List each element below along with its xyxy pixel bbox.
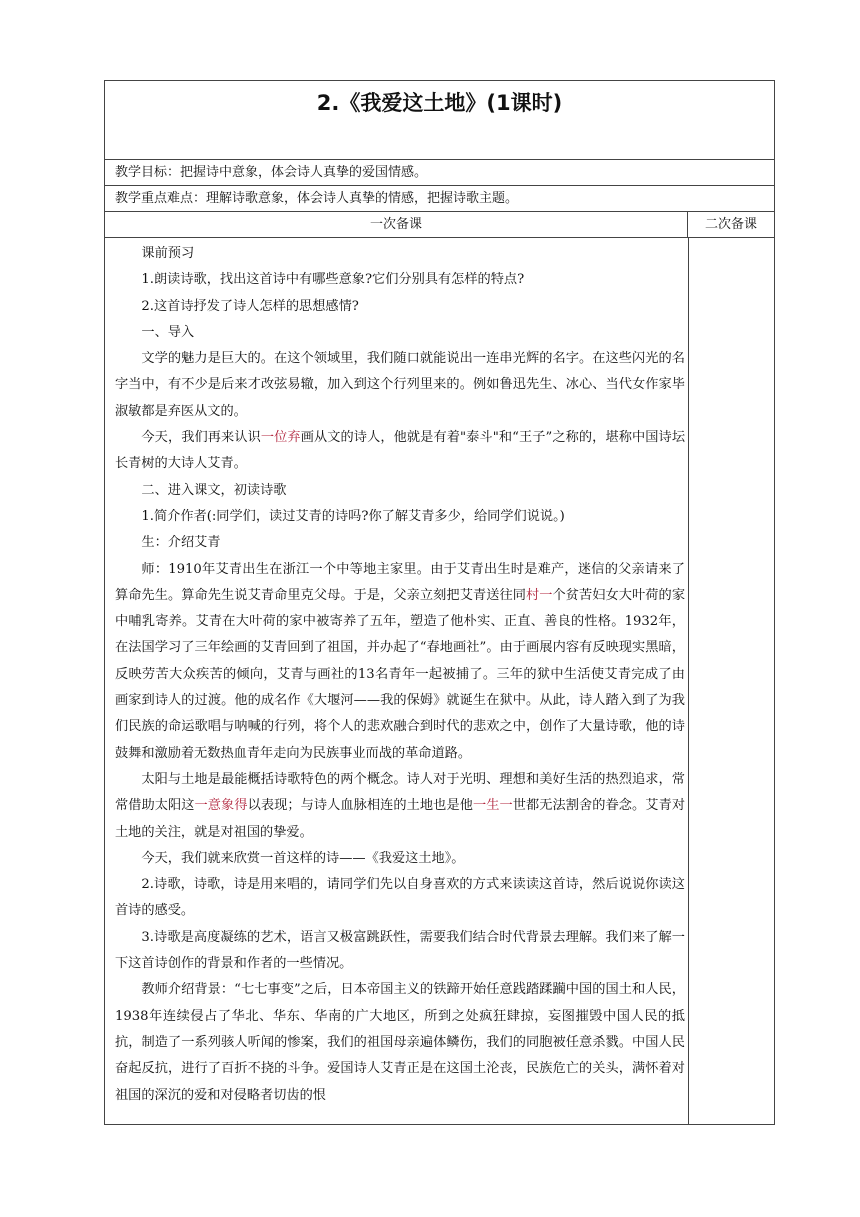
- lesson-paragraph: [115, 846, 685, 872]
- lesson-paragraph: [115, 320, 685, 346]
- paragraph-text: 1.朗读诗歌，找出这首诗中有哪些意象?它们分别具有怎样的特点?: [141, 272, 525, 288]
- lesson-paragraph: [115, 346, 685, 425]
- paragraph-text: 一、导入: [141, 324, 195, 340]
- paragraph-text: 2.这首诗抒发了诗人怎样的思想感情?: [141, 298, 359, 314]
- highlighted-text: 村一: [525, 587, 553, 603]
- paragraph-text: 世都无法割舍的眷念。艾青对土地的关注，就是对祖国的挚爱。: [115, 798, 686, 840]
- lesson-paragraph: [115, 925, 685, 978]
- lesson-title: 2.《我爱这土地》(1课时): [316, 91, 563, 115]
- lesson-paragraph: [115, 478, 685, 504]
- column-header-row: [105, 212, 774, 238]
- lesson-plan-table: [104, 80, 775, 1125]
- title-row: [105, 81, 774, 160]
- paragraph-text: 2.诗歌，诗歌，诗是用来唱的，请同学们先以自身喜欢的方式来读读这首诗，然后说说你读这首诗的感受。: [115, 877, 685, 919]
- lesson-paragraph: [115, 504, 685, 530]
- paragraph-text: 画从文的诗人，他就是有着"泰斗"和“王子”之称的，堪称中国诗坛长青树的大诗人艾青。: [115, 430, 686, 472]
- lesson-paragraph: [115, 557, 685, 767]
- paragraph-text: 二、进入课文，初读诗歌: [141, 482, 287, 498]
- lesson-paragraph: [115, 425, 685, 478]
- paragraph-text: 教师介绍背景：“七七事变”之后，日本帝国主义的铁蹄开始任意践踏蹂躏中国的国土和人民，1938年连续侵占了华北、华东、华南的广大地区，所到之处疯狂肆掠，妄图摧毁中国人民的抵抗，制造了一系列骇人听闻的惨案，我们的祖国母亲遍体鳞伤，我们的同胞被任意杀戮。中国人民奋起反抗，进行了百折不挠的斗争。爱国诗人艾青正是在这国土沦丧，民族危亡的关头，满怀着对祖国的深沉的爱和对侵略者切齿的恨: [115, 982, 685, 1103]
- lesson-paragraph: [115, 267, 685, 293]
- paragraph-text: 今天，我们再来认识: [141, 430, 261, 446]
- lesson-paragraph: [115, 977, 685, 1108]
- teaching-goal: 教学目标：把握诗中意象，体会诗人真挚的爱国情感。: [105, 160, 774, 186]
- paragraph-text: 以表现；与诗人血脉相连的土地也是他: [247, 798, 473, 814]
- paragraph-text: 个贫苦妇女大叶荷的家中哺乳寄养。艾青在大叶荷的家中被寄养了五年，塑造了他朴实、正直、善良的性格。1932年，在法国学习了三年绘画的艾青回到了祖国，并办起了“春地画社”。由于画展内容有反映现实黑暗，反映劳苦大众疾苦的倾向，艾青与画社的13名青年一起被捕了。三年的狱中生活使艾青完成了由画家到诗人的过渡。他的成名作《大堰河——我的保姆》就诞生在狱中。从此，诗人踏入到了为我们民族的命运歌唱与呐喊的行列，将个人的悲欢融合到时代的悲欢之中，创作了大量诗歌，他的诗鼓舞和激励着无数热血青年走向为民族事业而战的革命道路。: [115, 587, 686, 761]
- lesson-body: [115, 241, 685, 1109]
- lesson-paragraph: [115, 872, 685, 925]
- highlighted-text: 一生一: [472, 798, 513, 814]
- lesson-paragraph: [115, 530, 685, 556]
- paragraph-text: 课前预习: [141, 246, 195, 261]
- lesson-paragraph: [115, 767, 685, 846]
- teaching-focus: 教学重点难点：理解诗歌意象，体会诗人真挚的情感，把握诗歌主题。: [105, 186, 774, 212]
- paragraph-text: 师：1910年艾青出生在浙江一个中等地主家里。由于艾青出生时是难产，迷信的父亲请来了算命先生。算命先生说艾青命里克父母。于是，父亲立刻把艾青送往同: [115, 561, 685, 603]
- second-prep-header: 二次备课: [704, 217, 757, 232]
- first-prep-header: 一次备课: [105, 212, 688, 238]
- paragraph-text: 文学的魅力是巨大的。在这个领域里，我们随口就能说出一连串光辉的名字。在这些闪光的名字当中，有不少是后来才改弦易辙，加入到这个行列里来的。例如鲁迅先生、冰心、当代女作家毕淑敏都是弃医从文的。: [115, 351, 685, 419]
- lesson-paragraph: [115, 241, 685, 267]
- paragraph-text: 1.简介作者(:同学们，读过艾青的诗吗?你了解艾青多少，给同学们说说。): [141, 508, 565, 524]
- paragraph-text: 生：介绍艾青: [141, 535, 221, 551]
- lesson-paragraph: [115, 294, 685, 320]
- highlighted-text: 一位弃: [260, 430, 301, 446]
- column-divider: [688, 238, 689, 1124]
- paragraph-text: 3.诗歌是高度凝练的艺术，语言又极富跳跃性，需要我们结合时代背景去理解。我们来了解一下这首诗创作的背景和作者的一些情况。: [115, 929, 685, 972]
- highlighted-text: 一意象得: [194, 798, 248, 814]
- paragraph-text: 今天，我们就来欣赏一首这样的诗——《我爱这土地》。: [141, 850, 465, 866]
- paragraph-text: 太阳与土地是最能概括诗歌特色的两个概念。诗人对于光明、理想和美好生活的热烈追求，常常借助太阳这: [115, 771, 685, 814]
